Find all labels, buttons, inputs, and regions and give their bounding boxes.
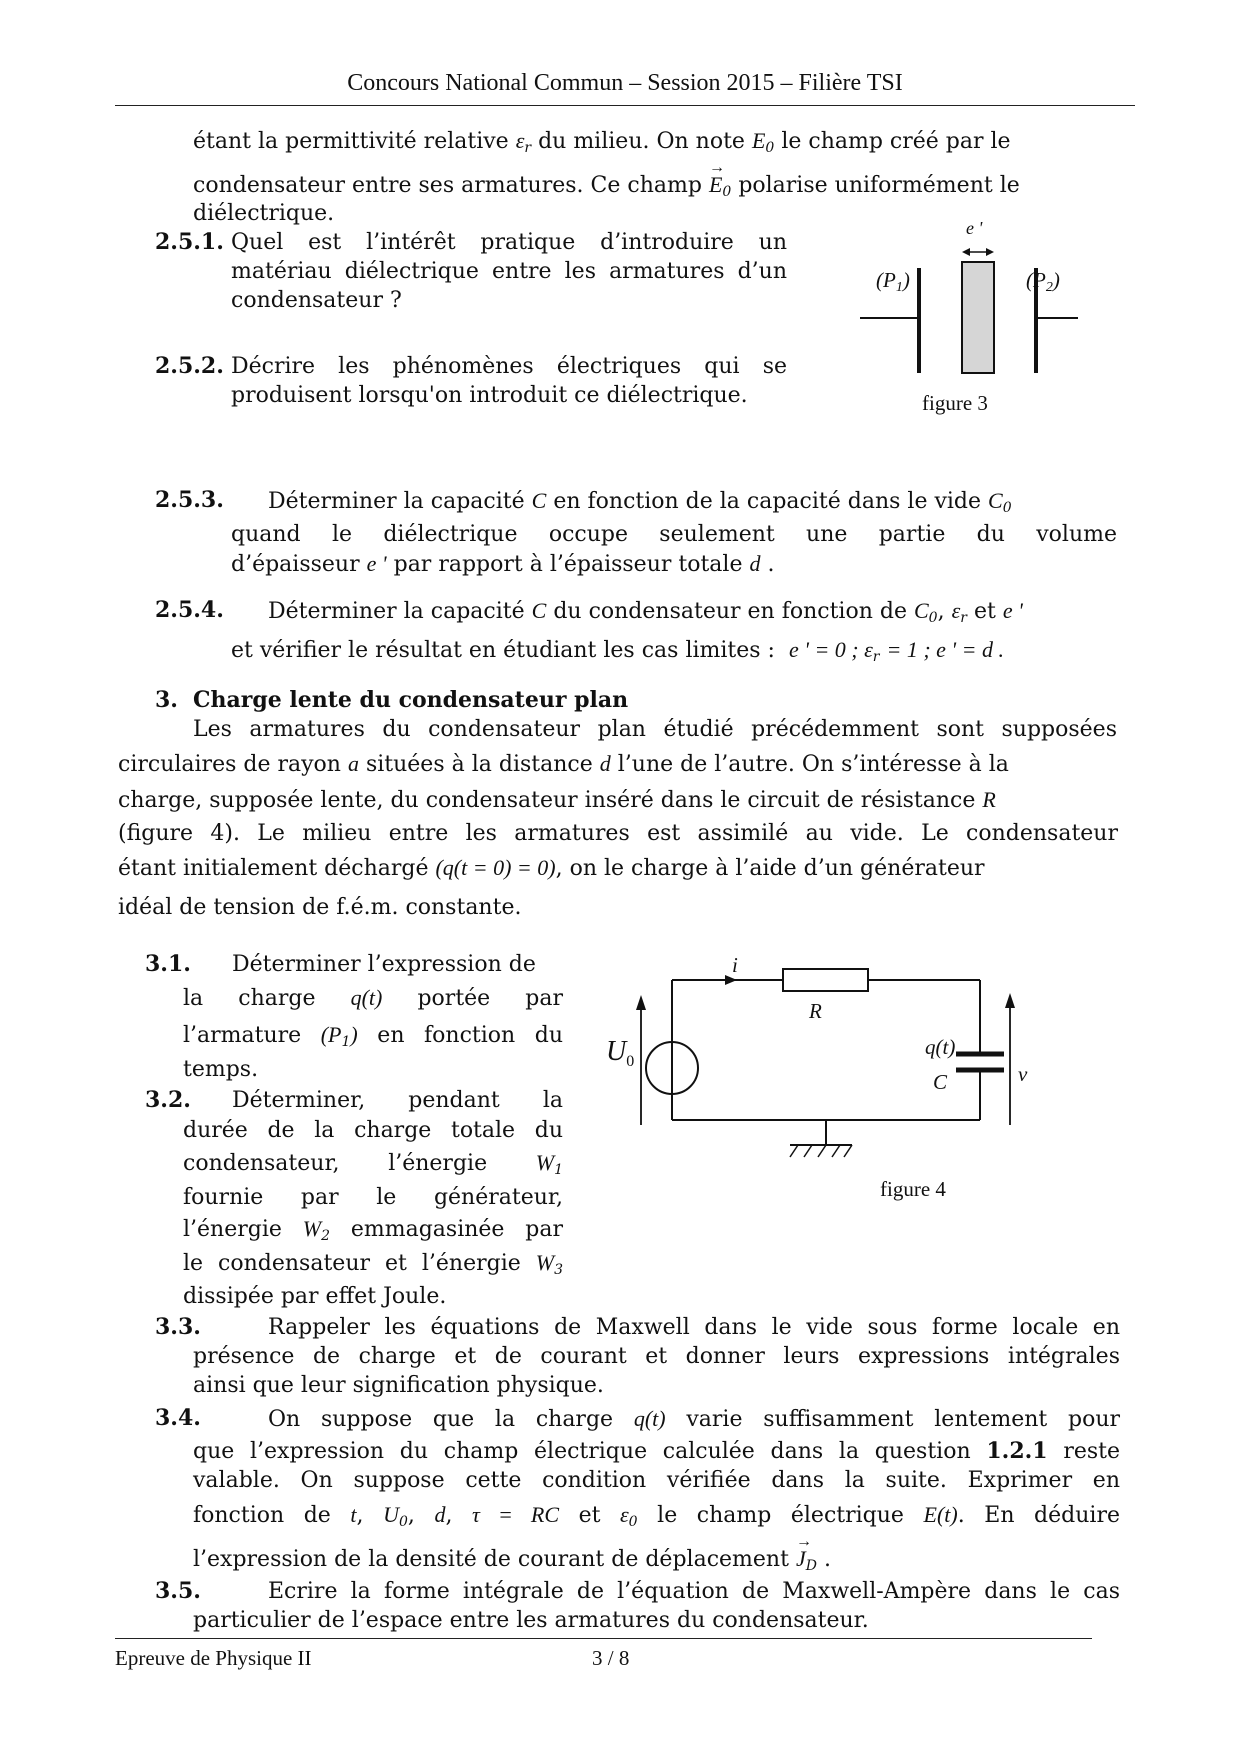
- q32-line-1: Déterminer, pendant la: [232, 1088, 563, 1113]
- section3-para-line-6: idéal de tension de f.é.m. constante.: [118, 895, 522, 920]
- section3-number: 3.: [155, 687, 178, 713]
- fig3-p1-label: $(P_1)$: [876, 268, 910, 295]
- q33-line-1: Rappeler les équations de Maxwell dans le vide sous forme locale en: [268, 1315, 1120, 1340]
- intro-line-3: diélectrique.: [193, 201, 335, 226]
- q32-line-7: dissipée par effet Joule.: [183, 1284, 447, 1309]
- arrow-head-right: [986, 248, 994, 256]
- section3-para-line-3: charge, supposée lente, du condensateur inséré dans le circuit de résistance R: [118, 787, 996, 813]
- dielectric-slab: [962, 262, 994, 373]
- fig4-i-label: i: [732, 953, 738, 977]
- q31-line-2: la charge q(t) portée par: [183, 985, 564, 1011]
- footer-page-number: 3 / 8: [592, 1646, 630, 1670]
- q252-text: Décrire les phénomènes électriques qui se produisent lorsqu'on introduit ce diélectrique.: [231, 354, 787, 408]
- q34-number: 3.4.: [155, 1405, 201, 1431]
- q32-line-2: durée de la charge totale du: [183, 1118, 563, 1143]
- q253-line-2: quand le diélectrique occupe seulement une partie du volume: [231, 522, 1117, 547]
- arrow-head-left: [962, 248, 970, 256]
- intro-line-2: condensateur entre ses armatures. Ce champ → $E_0$ polarise uniformément le: [193, 170, 1135, 207]
- intro-line-1: étant la permittivité relative $\varepsilon_r$ du milieu. On note $E_0$ le champ créé par le: [193, 128, 1011, 156]
- fig4-v-label: v: [1018, 1062, 1028, 1086]
- v-arrow-head: [1005, 993, 1015, 1008]
- q253-line-3: d’épaisseur e ' par rapport à l’épaisseur totale d .: [231, 551, 775, 577]
- q35-number: 3.5.: [155, 1578, 201, 1604]
- q34-line-2: que l’expression du champ électrique calculée dans la question 1.2.1 reste: [193, 1438, 1121, 1464]
- ground-hatch-1: [790, 1145, 798, 1157]
- q252-number: 2.5.2.: [155, 353, 224, 379]
- q251-text: Quel est l’intérêt pratique d’introduire un matériau diélectrique entre les armatures d’un condensateur ?: [231, 230, 787, 313]
- q254-line-2: et vérifier le résultat en étudiant les cas limites : e ' = 0 ; $\varepsilon_r = 1$ ; e ' = d .: [231, 637, 1004, 665]
- ground-hatch-3: [818, 1145, 826, 1157]
- q32-line-3: condensateur, l’énergie $W_1$: [183, 1150, 564, 1178]
- q254-number: 2.5.4.: [155, 597, 224, 623]
- q253-number: 2.5.3.: [155, 487, 224, 513]
- q35-line-1: Ecrire la forme intégrale de l’équation de Maxwell-Ampère dans le cas: [268, 1579, 1120, 1604]
- q34-line-3: valable. On suppose cette condition vérifiée dans la suite. Exprimer en: [193, 1468, 1120, 1493]
- q253-line-1: Déterminer la capacité C en fonction de la capacité dans le vide $C_0$: [268, 488, 1012, 516]
- q31-line-3: l’armature $(P_1)$ en fonction du: [183, 1022, 563, 1050]
- q34-line-1: On suppose que la charge q(t) varie suffisamment lentement pour: [268, 1406, 1121, 1432]
- q34-line-4: fonction de t, $U_0$, d, τ = RC et $\varepsilon_0$ le champ électrique E(t). En déduire: [193, 1502, 1120, 1530]
- section3-para-line-5: étant initialement déchargé (q(t = 0) = 0), on le charge à l’aide d’un générateur: [118, 855, 985, 881]
- resistor: [783, 969, 868, 991]
- q31-line-4: temps.: [183, 1057, 259, 1082]
- figure-3-diagram: [850, 218, 1100, 418]
- fig3-p2-label: $(P_2)$: [1026, 268, 1060, 295]
- ground-hatch-4: [832, 1145, 840, 1157]
- q34-line-5: l’expression de la densité de courant de déplacement → $J_D$ .: [193, 1544, 831, 1581]
- fig4-r-label: R: [809, 999, 822, 1023]
- q35-line-2: particulier de l’espace entre les armatures du condensateur.: [193, 1608, 869, 1633]
- fig4-c-label: C: [933, 1070, 948, 1094]
- page-header-title: Concours National Commun – Session 2015 – Filière TSI: [347, 70, 903, 96]
- footer-exam-name: Epreuve de Physique II: [115, 1646, 312, 1670]
- q31-number: 3.1.: [145, 951, 191, 977]
- q31-line-1: Déterminer l’expression de: [232, 952, 536, 977]
- ground-hatch-5: [844, 1145, 852, 1157]
- ground-hatch-2: [804, 1145, 812, 1157]
- fig4-caption: figure 4: [880, 1177, 946, 1201]
- figure-4-circuit: [590, 950, 1060, 1220]
- fig3-caption: figure 3: [922, 391, 988, 415]
- q33-number: 3.3.: [155, 1314, 201, 1340]
- q251-number: 2.5.1.: [155, 229, 224, 255]
- fig4-qt-label: q(t): [925, 1035, 956, 1059]
- u0-arrow-head: [636, 995, 646, 1010]
- section3-para-line-2: circulaires de rayon a situées à la distance d l’une de l’autre. On s’intéresse à la: [118, 751, 1009, 777]
- fig3-e-label: e ': [966, 218, 983, 238]
- q254-line-1: Déterminer la capacité C du condensateur en fonction de $C_0$, $\varepsilon_r$ et e ': [268, 598, 1023, 626]
- q33-line-2: présence de charge et de courant et donner leurs expressions intégrales: [193, 1344, 1120, 1369]
- q32-line-5: l’énergie $W_2$ emmagasinée par: [183, 1216, 563, 1244]
- section3-title: Charge lente du condensateur plan: [193, 687, 629, 713]
- q33-line-3: ainsi que leur signification physique.: [193, 1373, 604, 1398]
- section3-para-line-1: Les armatures du condensateur plan étudié précédemment sont supposées: [193, 717, 1117, 742]
- footer-rule: [115, 1638, 1092, 1639]
- q32-number: 3.2.: [145, 1087, 191, 1113]
- q32-line-4: fournie par le générateur,: [183, 1185, 563, 1210]
- q32-line-6: le condensateur et l’énergie $W_3$: [183, 1250, 563, 1278]
- header-rule: [115, 105, 1135, 106]
- fig4-u0-label: $U_0$: [606, 1036, 635, 1070]
- section3-para-line-4: (figure 4). Le milieu entre les armatures est assimilé au vide. Le condensateur: [118, 821, 1118, 846]
